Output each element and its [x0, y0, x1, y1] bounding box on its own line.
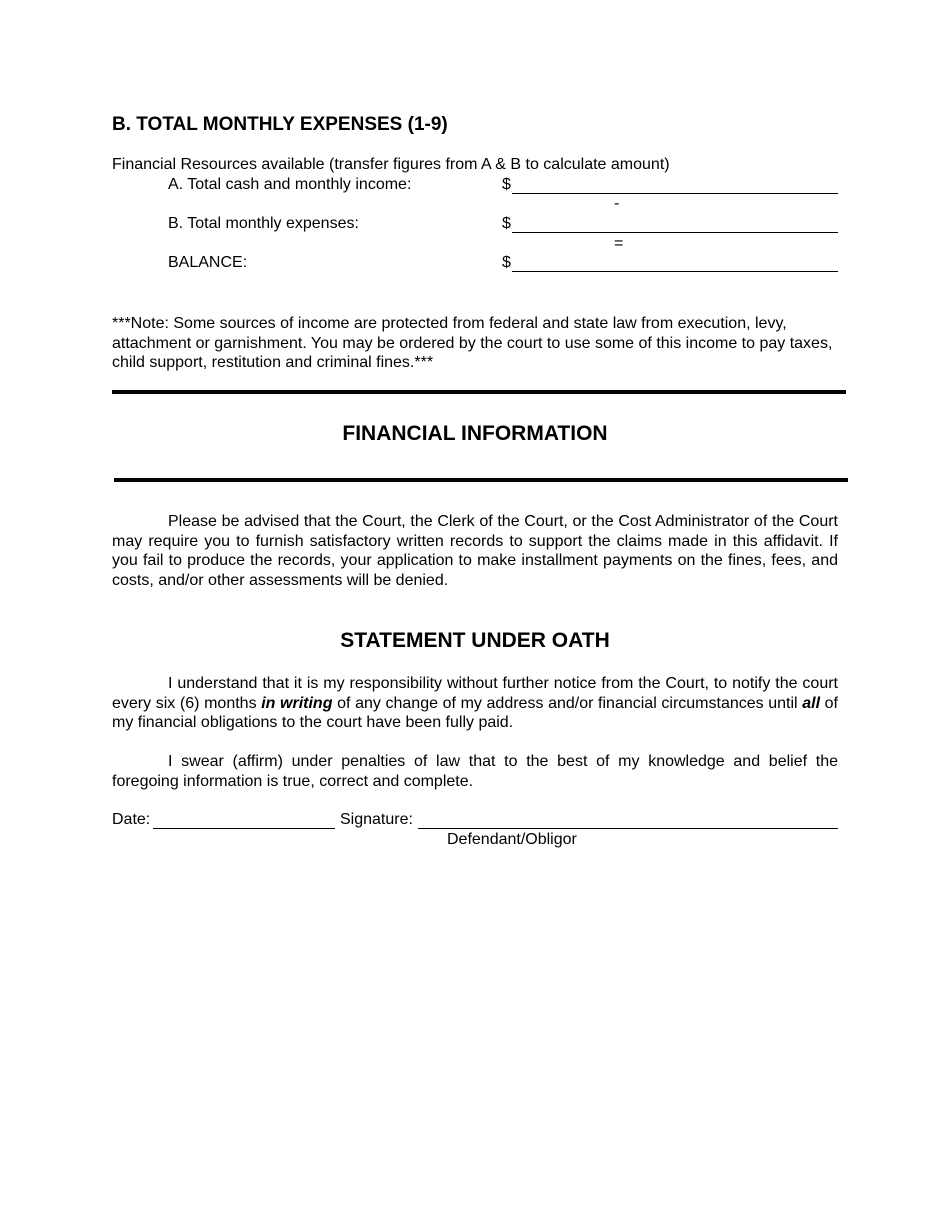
total-income-label: A. Total cash and monthly income: — [168, 176, 412, 193]
date-field[interactable] — [153, 828, 335, 829]
section-b-title: B. TOTAL MONTHLY EXPENSES (1-9) — [112, 114, 448, 135]
balance-field[interactable] — [512, 271, 838, 272]
notification-responsibility-paragraph — [112, 674, 838, 733]
currency-symbol: $ — [502, 176, 511, 193]
paragraph-text: I understand that it is my responsibility without further notice from the Court, to notify the court every six (6) months — [112, 675, 838, 712]
equals-sign: = — [614, 235, 624, 252]
currency-symbol: $ — [502, 254, 511, 271]
financial-information-title: FINANCIAL INFORMATION — [342, 422, 608, 445]
section-divider-bottom — [114, 478, 848, 482]
total-expenses-label: B. Total monthly expenses: — [168, 215, 359, 232]
affirmation-paragraph: I swear (affirm) under penalties of law that to the best of my knowledge and belief the foregoing information is true, correct and complete. — [112, 753, 838, 790]
signature-field[interactable] — [418, 828, 838, 829]
date-label: Date: — [112, 811, 151, 828]
signature-label: Signature: — [340, 811, 413, 828]
financial-resources-intro: Financial Resources available (transfer figures from A & B to calculate amount) — [112, 156, 670, 173]
currency-symbol: $ — [502, 215, 511, 232]
emphasis-all: all — [802, 694, 821, 712]
paragraph-text: of my financial obligations to the court have been fully paid. — [112, 694, 838, 731]
financial-information-paragraph: Please be advised that the Court, the Clerk of the Court, or the Cost Administrator of the Court may require you to furnish satisfactory written records to support the claims made in this affidavit. If you fail to produce the records, your application to make installment payments on the fines, fees, and costs, and/or other assessments will be denied. — [112, 513, 838, 589]
total-income-field[interactable] — [512, 193, 838, 194]
emphasis-in-writing: in writing — [261, 694, 333, 712]
minus-sign: - — [614, 195, 620, 212]
signature-caption: Defendant/Obligor — [447, 831, 577, 848]
balance-label: BALANCE: — [168, 254, 248, 271]
total-expenses-field[interactable] — [512, 232, 838, 233]
section-divider-top — [112, 390, 846, 394]
statement-under-oath-title: STATEMENT UNDER OATH — [340, 629, 610, 652]
paragraph-text: of any change of my address and/or financial circumstances until — [332, 694, 803, 712]
income-protection-note: ***Note: Some sources of income are protected from federal and state law from execution, levy, attachment or garnishment. You may be ordered by the court to use some of this income to pay taxes, child support, restitution and criminal fines.*** — [112, 315, 833, 371]
